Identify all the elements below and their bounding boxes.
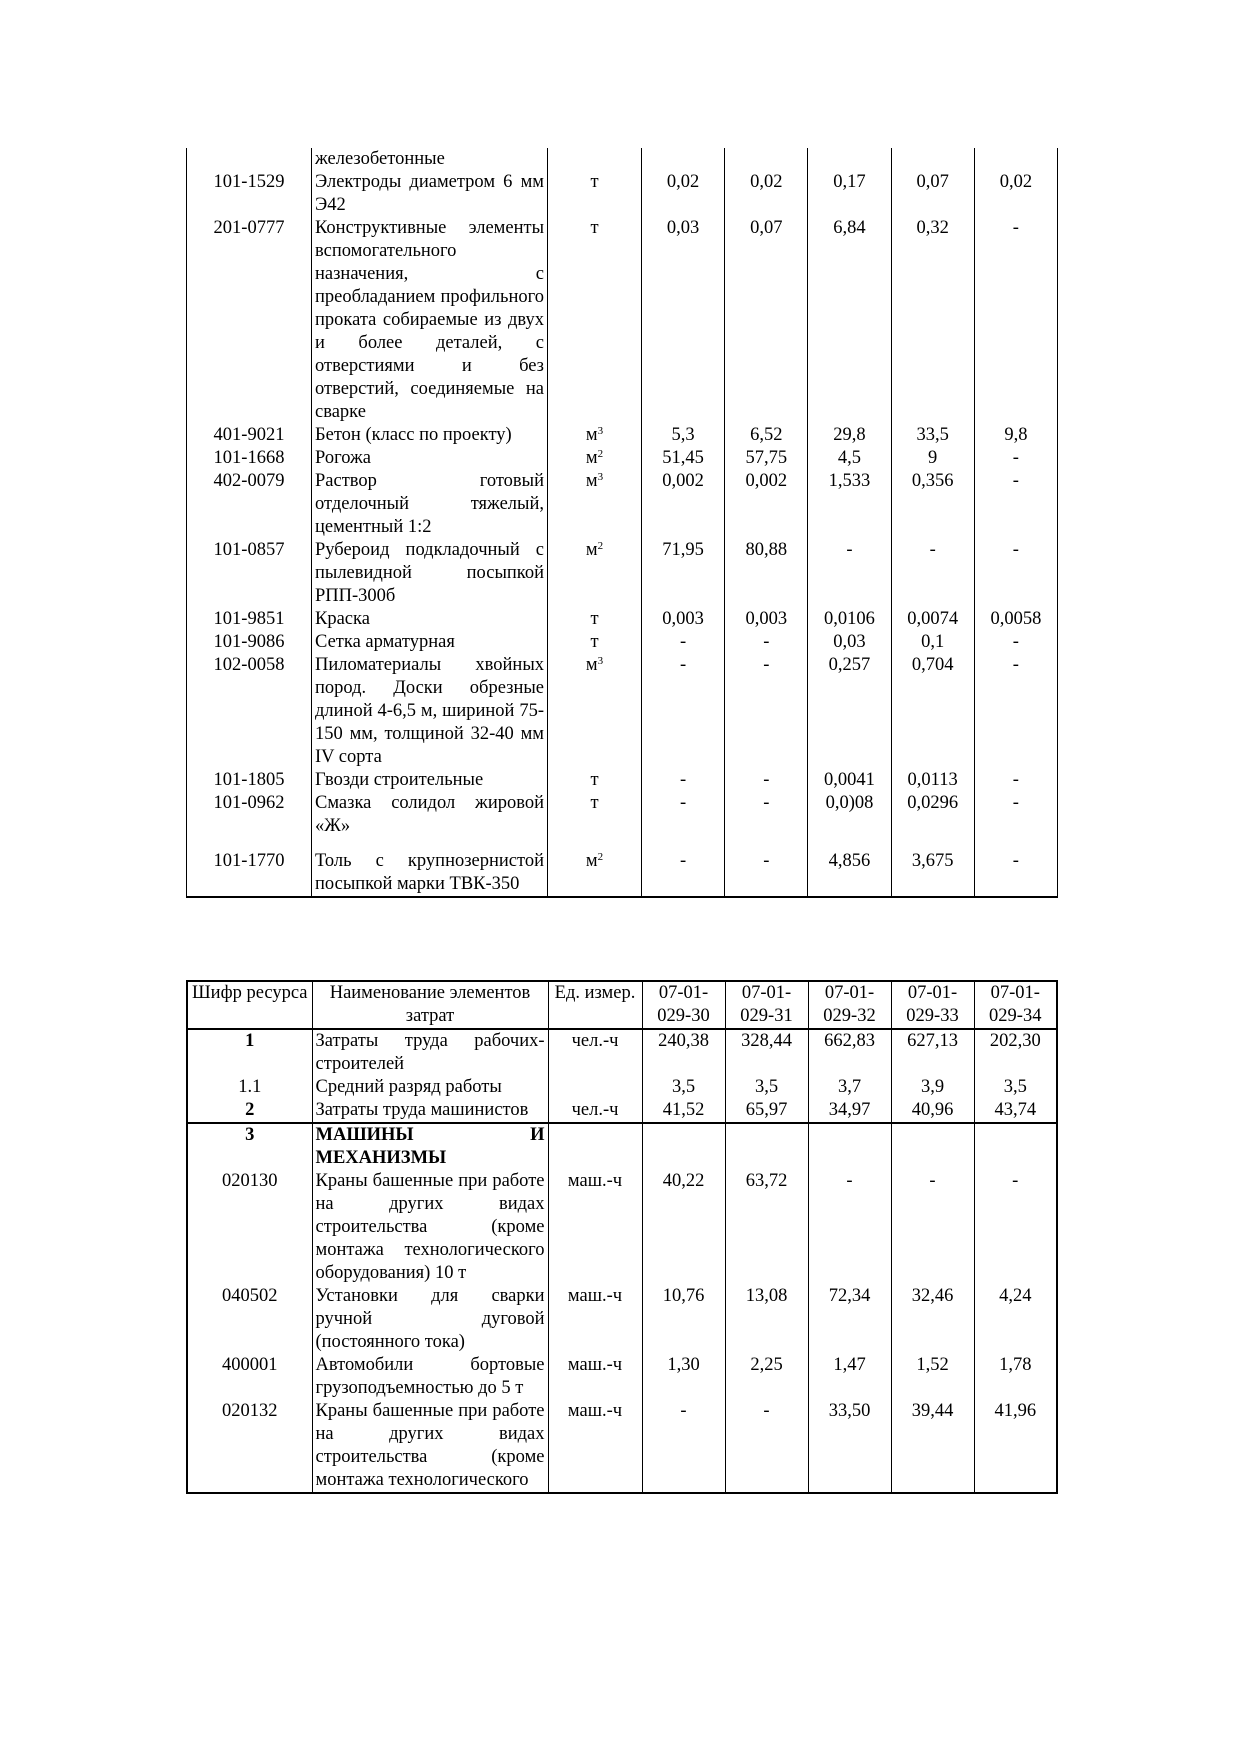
value-col-5: 0,0058 [974,608,1057,631]
spacer-cell [891,838,974,850]
value-col-5: 9,8 [974,424,1057,447]
value-col-1: 3,5 [642,1076,725,1099]
resource-code: 101-1770 [187,850,312,897]
unit: т [548,792,642,838]
resource-name: Рогожа [312,447,548,470]
value-col-5: 41,96 [974,1400,1057,1493]
value-col-5: 1,78 [974,1354,1057,1400]
value-col-1: 0,02 [642,171,725,217]
value-col-4: 1,52 [891,1354,974,1400]
resource-name: Рубероид подкладочный с пылевидной посыпкой РПП-300б [312,539,548,608]
value-col-2: 328,44 [725,1029,808,1076]
unit-exponent: 2 [597,540,604,552]
value-col-2: - [725,631,808,654]
table-row [187,608,1058,631]
section-title: МАШИНЫ И МЕХАНИЗМЫ [312,1123,548,1170]
table-row [187,769,1058,792]
table-header-row [187,981,1057,1029]
value-col-2: 0,02 [725,171,808,217]
value-col-2: - [725,850,808,897]
resource-name: Смазка солидол жировой «Ж» [312,792,548,838]
resource-code: 101-9851 [187,608,312,631]
section-code: 3 [187,1123,312,1170]
unit: чел.-ч [548,1099,642,1123]
table-row [187,217,1058,424]
value-col-3: 34,97 [808,1099,891,1123]
value-col-4 [891,148,974,171]
value-col-4: 40,96 [891,1099,974,1123]
value-col-5: - [974,769,1057,792]
value-col-4: 627,13 [891,1029,974,1076]
value-col-1: 0,003 [642,608,725,631]
value-col-3: 662,83 [808,1029,891,1076]
value-col-4: 0,0296 [891,792,974,838]
table-row [187,1285,1057,1354]
table-row [187,1029,1057,1076]
header-unit: Ед. измер. [548,981,642,1029]
resource-code: 400001 [187,1354,312,1400]
value-col-5: - [974,447,1057,470]
value-col-3: 4,5 [808,447,891,470]
unit: маш.-ч [548,1354,642,1400]
table-row [187,1076,1057,1099]
unit: $м^2$ [548,539,642,608]
resource-name: Конструктивные элементы вспомогательного назначения, с преобладанием профильного проката собираемые из двух и более деталей, с отверстиями и без отверстий, соединяемые на сварке [312,217,548,424]
value-col-3: 33,50 [808,1400,891,1493]
resource-code: 102-0058 [187,654,312,769]
resource-name: Бетон (класс по проекту) [312,424,548,447]
unit: т [548,769,642,792]
value-col-2: 2,25 [725,1354,808,1400]
header-col-3: 07-01-029-32 [808,981,891,1029]
value-col-1 [642,148,725,171]
resource-name: Раствор готовый отделочный тяжелый, цементный 1:2 [312,470,548,539]
spacer-cell [187,838,312,850]
value-col-3: 1,47 [808,1354,891,1400]
resource-name: Сетка арматурная [312,631,548,654]
header-col-4: 07-01-029-33 [891,981,974,1029]
value-col-1: - [642,631,725,654]
value-col-2: - [725,1400,808,1493]
value-col-1: - [642,1400,725,1493]
resource-code: 1.1 [187,1076,312,1099]
value-col-5: 202,30 [974,1029,1057,1076]
resource-name: Краны башенные при работе на других видах строительства (кроме монтажа технологического [312,1400,548,1493]
unit: $м^3$ [548,470,642,539]
header-code: Шифр ресурса [187,981,312,1029]
value-col-5: - [974,631,1057,654]
value-col-2: 3,5 [725,1076,808,1099]
unit [548,148,642,171]
empty-cell [642,1123,725,1170]
value-col-4: 0,704 [891,654,974,769]
value-col-3: 72,34 [808,1285,891,1354]
value-col-1: 41,52 [642,1099,725,1123]
table-row [187,539,1058,608]
resource-code: 1 [187,1029,312,1076]
value-col-3: 4,856 [808,850,891,897]
resource-name: Средний разряд работы [312,1076,548,1099]
resource-name: Гвозди строительные [312,769,548,792]
value-col-1: - [642,769,725,792]
value-col-1: 10,76 [642,1285,725,1354]
materials-table [186,148,1058,898]
resource-code: 101-1529 [187,171,312,217]
value-col-3: 0,0041 [808,769,891,792]
resource-code: 020132 [187,1400,312,1493]
resource-name: Толь с крупнозернистой посыпкой марки ТВК-350 [312,850,548,897]
value-col-4: 39,44 [891,1400,974,1493]
value-col-4: 0,0113 [891,769,974,792]
spacer-cell [808,838,891,850]
value-col-2 [725,148,808,171]
table-row [187,654,1058,769]
value-col-4: - [891,1170,974,1285]
unit: маш.-ч [548,1400,642,1493]
value-col-5: - [974,539,1057,608]
value-col-4: 3,675 [891,850,974,897]
header-col-5: 07-01-029-34 [974,981,1057,1029]
value-col-1: - [642,654,725,769]
value-col-2: - [725,769,808,792]
value-col-2: - [725,792,808,838]
value-col-4: 32,46 [891,1285,974,1354]
value-col-5: 0,02 [974,171,1057,217]
value-col-5: - [974,850,1057,897]
resource-code: 2 [187,1099,312,1123]
resource-code: 101-1668 [187,447,312,470]
value-col-1: 71,95 [642,539,725,608]
value-col-1: - [642,850,725,897]
empty-cell [808,1123,891,1170]
value-col-5: - [974,654,1057,769]
resource-code: 101-0962 [187,792,312,838]
unit: маш.-ч [548,1285,642,1354]
value-col-3: - [808,1170,891,1285]
resource-code: 101-1805 [187,769,312,792]
value-col-1: 0,002 [642,470,725,539]
value-col-5: - [974,470,1057,539]
value-col-5: 3,5 [974,1076,1057,1099]
resource-name: Краска [312,608,548,631]
resource-code: 020130 [187,1170,312,1285]
value-col-3: 0,0)08 [808,792,891,838]
value-col-2: 65,97 [725,1099,808,1123]
value-col-5: - [974,217,1057,424]
value-col-1: 5,3 [642,424,725,447]
unit: маш.-ч [548,1170,642,1285]
value-col-4: 0,356 [891,470,974,539]
empty-cell [891,1123,974,1170]
table-row [187,171,1058,217]
value-col-2: - [725,654,808,769]
value-col-1: 1,30 [642,1354,725,1400]
resource-code: 040502 [187,1285,312,1354]
header-col-2: 07-01-029-31 [725,981,808,1029]
value-col-4: 0,32 [891,217,974,424]
value-col-3: 0,17 [808,171,891,217]
unit [548,1076,642,1099]
value-col-3: 6,84 [808,217,891,424]
value-col-5: 43,74 [974,1099,1057,1123]
table-row [187,1400,1057,1493]
resource-name: железобетонные [312,148,548,171]
table-row [187,447,1058,470]
value-col-3: 29,8 [808,424,891,447]
empty-cell [725,1123,808,1170]
unit: т [548,631,642,654]
resource-name: Краны башенные при работе на других видах строительства (кроме монтажа технологического оборудования) 10 т [312,1170,548,1285]
table-row [187,631,1058,654]
value-col-2: 6,52 [725,424,808,447]
spacer-cell [974,838,1057,850]
resource-name: Затраты труда машинистов [312,1099,548,1123]
resource-code: 402-0079 [187,470,312,539]
value-col-1: 240,38 [642,1029,725,1076]
unit: $м^3$ [548,654,642,769]
unit-exponent: 2 [597,448,604,460]
value-col-3: - [808,539,891,608]
value-col-4: 0,1 [891,631,974,654]
value-col-2: 63,72 [725,1170,808,1285]
empty-cell [974,1123,1057,1170]
value-col-2: 57,75 [725,447,808,470]
value-col-5: 4,24 [974,1285,1057,1354]
unit-exponent: 2 [597,851,604,863]
header-name: Наименование элементов затрат [312,981,548,1029]
unit: чел.-ч [548,1029,642,1076]
unit: т [548,217,642,424]
unit: т [548,608,642,631]
value-col-2: 80,88 [725,539,808,608]
value-col-2: 13,08 [725,1285,808,1354]
resources-table [186,980,1058,1494]
resource-code: 201-0777 [187,217,312,424]
value-col-2: 0,003 [725,608,808,631]
unit-exponent: 3 [597,425,604,437]
unit: $м^3$ [548,424,642,447]
value-col-5 [974,148,1057,171]
table-row [187,850,1058,897]
value-col-3: 0,257 [808,654,891,769]
resource-name: Пиломатериалы хвойных пород. Доски обрезные длиной 4-6,5 м, шириной 75-150 мм, толщиной 32-40 мм IV сорта [312,654,548,769]
spacer-row [187,838,1058,850]
resource-code: 101-0857 [187,539,312,608]
section-row [187,1123,1057,1170]
value-col-4: 33,5 [891,424,974,447]
table-row [187,1170,1057,1285]
value-col-3 [808,148,891,171]
table-row [187,424,1058,447]
value-col-1: 0,03 [642,217,725,424]
spacer-cell [725,838,808,850]
value-col-2: 0,07 [725,217,808,424]
resource-name: Затраты труда рабочих-строителей [312,1029,548,1076]
spacer-cell [548,838,642,850]
unit: т [548,171,642,217]
spacer-cell [312,838,548,850]
table-row [187,1099,1057,1123]
value-col-3: 1,533 [808,470,891,539]
unit-exponent: 3 [597,471,604,483]
unit: $м^2$ [548,447,642,470]
resource-code: 401-9021 [187,424,312,447]
value-col-1: 40,22 [642,1170,725,1285]
resource-code [187,148,312,171]
value-col-4: 0,07 [891,171,974,217]
resource-name: Установки для сварки ручной дуговой (постоянного тока) [312,1285,548,1354]
table-row [187,470,1058,539]
table-row [187,148,1058,171]
unit-exponent: 3 [597,655,604,667]
value-col-1: - [642,792,725,838]
value-col-3: 0,0106 [808,608,891,631]
spacer-cell [642,838,725,850]
table-row [187,792,1058,838]
value-col-3: 3,7 [808,1076,891,1099]
value-col-4: 9 [891,447,974,470]
value-col-4: 0,0074 [891,608,974,631]
table-row [187,1354,1057,1400]
resource-name: Электроды диаметром 6 мм Э42 [312,171,548,217]
value-col-5: - [974,792,1057,838]
resource-code: 101-9086 [187,631,312,654]
header-col-1: 07-01-029-30 [642,981,725,1029]
value-col-4: 3,9 [891,1076,974,1099]
value-col-2: 0,002 [725,470,808,539]
unit: $м^2$ [548,850,642,897]
resource-name: Автомобили бортовые грузоподъемностью до 5 т [312,1354,548,1400]
empty-cell [548,1123,642,1170]
value-col-4: - [891,539,974,608]
value-col-5: - [974,1170,1057,1285]
value-col-1: 51,45 [642,447,725,470]
value-col-3: 0,03 [808,631,891,654]
